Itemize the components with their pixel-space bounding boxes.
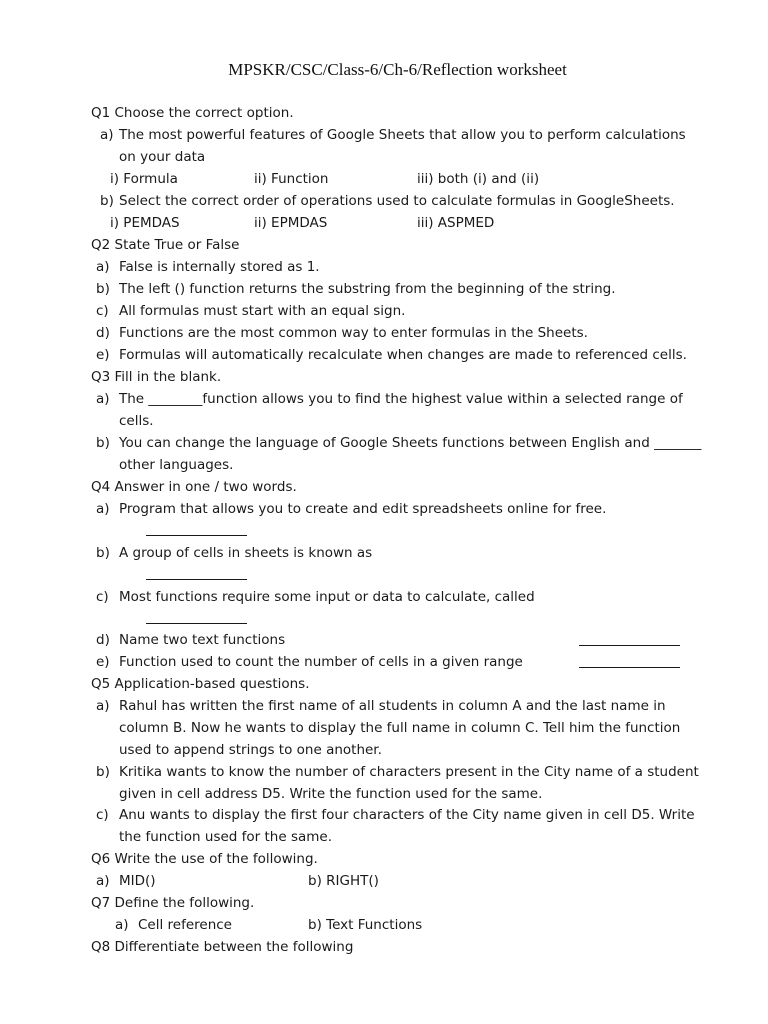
q1a-marker: a) [100,127,114,143]
q3b-marker: b) [96,435,110,451]
q5a-marker: a) [96,698,110,714]
q5b-text-line2: given in cell address D5. Write the function used for the same. [119,786,543,802]
q4c-marker: c) [96,589,109,605]
q1a-text-line2: on your data [119,149,206,165]
q3a-text-line2: cells. [119,413,154,429]
q2d-marker: d) [96,325,110,341]
q2-heading: Q2 State True or False [91,237,240,253]
q4b-text: A group of cells in sheets is known as [119,545,373,561]
q4d-marker: d) [96,632,110,648]
q8-heading: Q8 Differentiate between the following [91,939,354,955]
q1a-option-3: iii) both (i) and (ii) [417,171,540,187]
q5c-text-line1: Anu wants to display the first four characters of the City name given in cell D5. Write [119,807,695,823]
q4a-answer-line [146,535,247,536]
q2d-text: Functions are the most common way to enter formulas in the Sheets. [119,325,588,341]
q7-heading: Q7 Define the following. [91,895,255,911]
q2c-text: All formulas must start with an equal sign. [119,303,406,319]
q2e-marker: e) [96,347,110,363]
q2a-marker: a) [96,259,110,275]
q1a-text-line1: The most powerful features of Google Sheets that allow you to perform calculations [119,127,686,143]
q1b-marker: b) [100,193,114,209]
q4e-marker: e) [96,654,110,670]
q2b-marker: b) [96,281,110,297]
q1a-option-1: i) Formula [110,171,178,187]
q4d-text: Name two text functions [119,632,286,648]
q5a-text-line1: Rahul has written the first name of all students in column A and the last name in [119,698,666,714]
q3a-text-line1: The ________function allows you to find the highest value within a selected range of [119,391,683,407]
q5b-marker: b) [96,764,110,780]
q5c-marker: c) [96,807,109,823]
q4e-answer-line [579,667,680,668]
q4d-answer-line [579,645,680,646]
q5a-text-line3: used to append strings to one another. [119,742,382,758]
q2b-text: The left () function returns the substring from the beginning of the string. [119,281,616,297]
q5-heading: Q5 Application-based questions. [91,676,310,692]
q1-heading: Q1 Choose the correct option. [91,105,294,121]
q6b-text: b) RIGHT() [308,873,379,889]
q4b-answer-line [146,579,247,580]
q3-heading: Q3 Fill in the blank. [91,369,222,385]
q3b-text-line2: other languages. [119,457,234,473]
q4b-marker: b) [96,545,110,561]
q6a-marker: a) [96,873,110,889]
worksheet-title: MPSKR/CSC/Class-6/Ch-6/Reflection worksheet [228,60,567,79]
q4a-text: Program that allows you to create and edit spreadsheets online for free. [119,501,607,517]
q7b-text: b) Text Functions [308,917,423,933]
q2a-text: False is internally stored as 1. [119,259,320,275]
q1b-option-3: iii) ASPMED [417,215,495,231]
q6-heading: Q6 Write the use of the following. [91,851,318,867]
q4a-marker: a) [96,501,110,517]
q2e-text: Formulas will automatically recalculate when changes are made to referenced cells. [119,347,687,363]
q5a-text-line2: column B. Now he wants to display the full name in column C. Tell him the function [119,720,681,736]
q1b-option-1: i) PEMDAS [110,215,180,231]
q3b-text-line1: You can change the language of Google Sheets functions between English and _______ [119,435,702,451]
q1b-text: Select the correct order of operations used to calculate formulas in GoogleSheets. [119,193,675,209]
q7a-marker: a) [115,917,129,933]
q4-heading: Q4 Answer in one / two words. [91,479,297,495]
q2c-marker: c) [96,303,109,319]
q3a-marker: a) [96,391,110,407]
q4c-answer-line [146,623,247,624]
q5c-text-line2: the function used for the same. [119,829,332,845]
q4e-text: Function used to count the number of cells in a given range [119,654,523,670]
q1a-option-2: ii) Function [254,171,329,187]
q7a-text: Cell reference [138,917,232,933]
q4c-text: Most functions require some input or data to calculate, called [119,589,535,605]
q6a-text: MID() [119,873,156,889]
q1b-option-2: ii) EPMDAS [254,215,328,231]
q5b-text-line1: Kritika wants to know the number of characters present in the City name of a student [119,764,699,780]
